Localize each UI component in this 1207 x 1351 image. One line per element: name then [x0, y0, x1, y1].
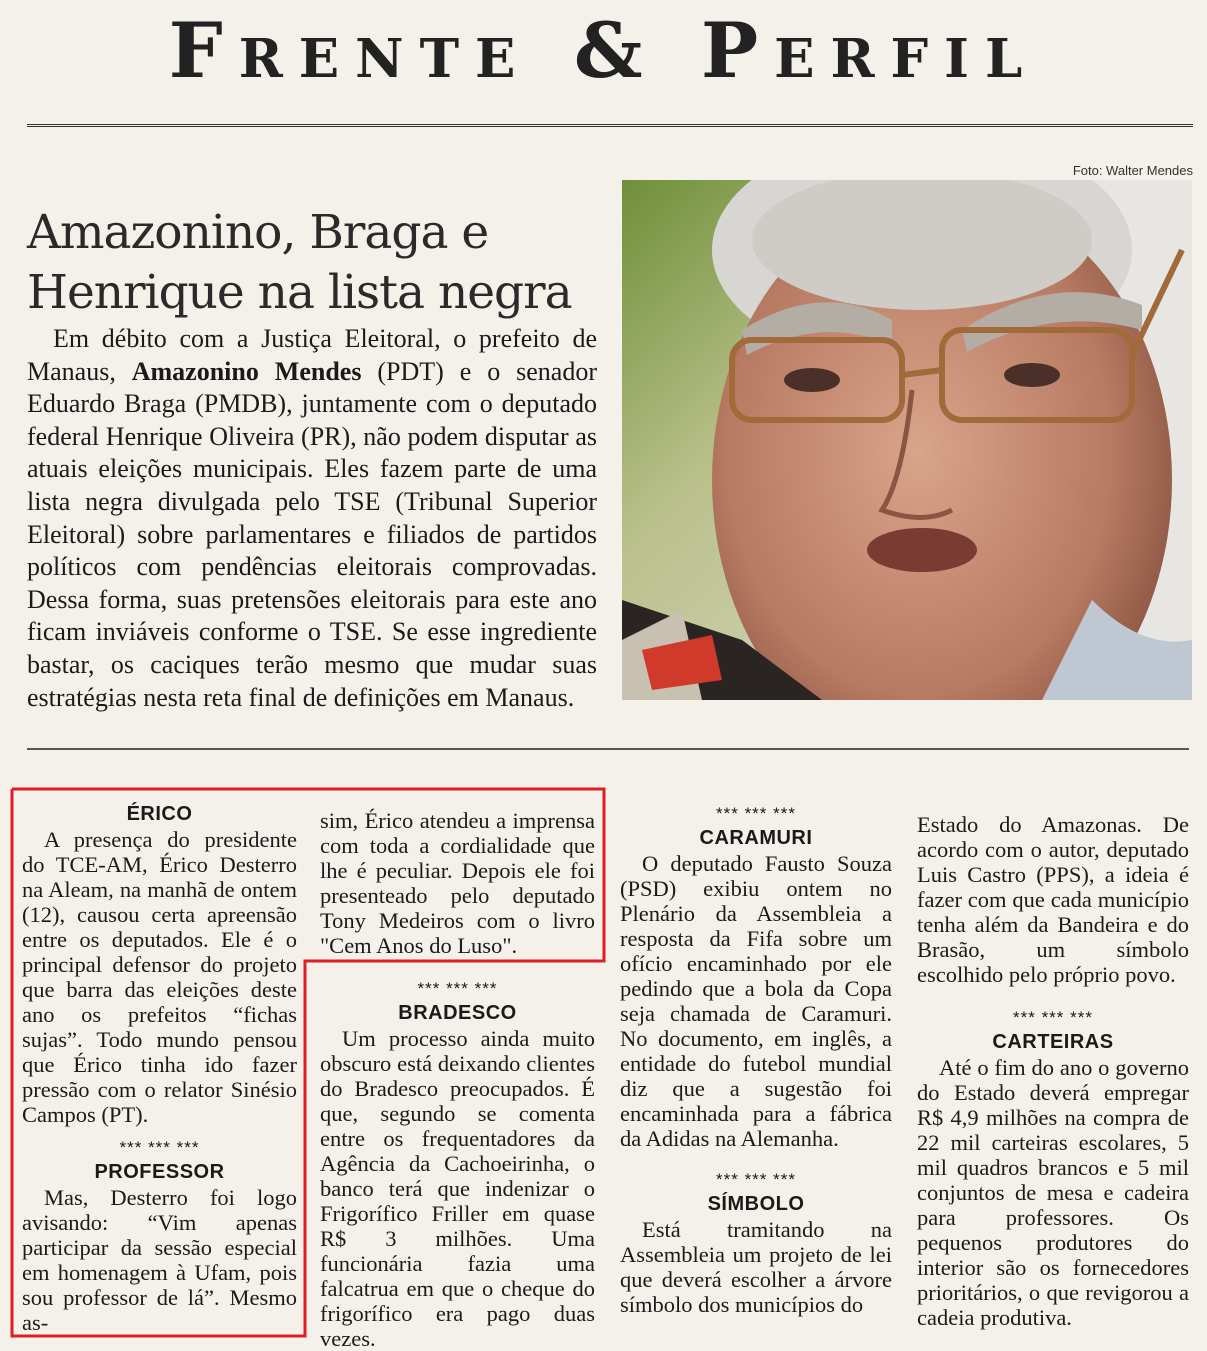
section-title-erico: ÉRICO — [126, 803, 193, 825]
separator-stars: *** *** *** — [716, 1170, 796, 1189]
separator-stars: *** *** *** — [417, 979, 498, 998]
section-title-caramuri: CARAMURI — [699, 827, 813, 849]
photo-credit: Foto: Walter Mendes — [1072, 163, 1193, 178]
section-title-carteiras: CARTEIRAS — [992, 1031, 1114, 1053]
section-title-bradesco: BRADESCO — [398, 1002, 517, 1024]
note-professor-text-b: sim, Érico atendeu a imprensa com toda a cordialidade que lhe é peculiar. Depois ele foi presenteado pelo deputado Tony Medeiros com o livro "Cem Anos do Luso". — [320, 808, 595, 958]
note-simbolo-text-b: Estado do Amazonas. De acordo com o autor, deputado Luis Castro (PPS), a ideia é fazer com que cada município tenha além da Bandeira e do Brasão, um símbolo escolhido pelo próprio povo. — [917, 812, 1189, 987]
note-simbolo-text-a: Está tramitando na Assembleia um projeto de lei que deverá escolher a árvore símbolo dos municípios do — [620, 1217, 892, 1317]
masthead: Frente & Perfil — [168, 6, 1039, 95]
note-bradesco-text: Um processo ainda muito obscuro está deixando clientes do Bradesco preocupados. É que, segundo se comenta entre os frequentadores da Agência da Cachoeirinha, o banco terá que indenizar o Frigorífico Friller em quase R$ 3 milhões. Uma funcionária fazia uma falcatrua em que o cheque do frigorífico era pago duas vezes. — [320, 1026, 595, 1351]
section-title-simbolo: SÍMBOLO — [707, 1193, 805, 1215]
lead-text-1: Em débito com a Justiça Eleitoral, o prefeito de Manaus, — [27, 324, 597, 386]
note-carteiras-text: Até o fim do ano o governo do Estado deverá empregar R$ 4,9 milhões na compra de 22 mil carteiras escolares, 5 mil quadros brancos e 5 mil conjuntos de mesa e cadeira para professores. Os pequenos produtores do interior são os fornecedores prioritários, o que revigorou a cadeia produtiva. — [917, 1055, 1189, 1330]
headline: Amazonino, Braga e Henrique na lista negra — [27, 205, 572, 321]
lead-text-2: (PDT) e o senador Eduardo Braga (PMDB), juntamente com o deputado federal Henrique Oliveira (PR), não podem disputar as atuais eleições municipais. Eles fazem parte de uma lista negra divulgada pelo TSE (Tribunal Superior Eleitoral) sobre parlamentares e filiados de partidos políticos com pendências eleitorais comprovadas. Dessa forma, suas pretensões eleitorais para este ano ficam inviáveis conforme o TSE. Se esse ingrediente bastar, os caciques terão mesmo que mudar suas estratégias nesta reta final de definições em Manaus. — [27, 356, 597, 712]
lead-bold-name: Amazonino Mendes — [131, 356, 362, 386]
note-professor-text-a: Mas, Desterro foi logo avisando: “Vim apenas participar da sessão especial em homenagem à Ufam, pois sou professor de lá”. Mesmo as- — [22, 1185, 297, 1335]
highlight-box — [12, 789, 604, 1336]
note-erico-text: A presença do presidente do TCE-AM, Érico Desterro na Aleam, na manhã de ontem (12), causou certa apreensão entre os deputados. Ele é o principal defensor do projeto que barra das eleições deste ano os prefeitos “fichas sujas”. Todo mundo pensou que Érico tinha ido fazer pressão com o relator Sinésio Campos (PT). — [22, 827, 297, 1127]
separator-stars: *** *** *** — [119, 1138, 200, 1157]
separator-stars: *** *** *** — [716, 804, 796, 823]
separator-stars: *** *** *** — [1013, 1008, 1093, 1027]
note-caramuri-text: O deputado Fausto Souza (PSD) exibiu ontem no Plenário da Assembleia a resposta da Fifa sobre um ofício encaminhado por ele pedindo que a bola da Copa seja chamada de Caramuri. No documento, em inglês, a entidade do futebol mundial diz que a sugestão foi encaminhada para a fábrica da Adidas na Alemanha. — [620, 851, 892, 1151]
section-title-professor: PROFESSOR — [94, 1161, 225, 1183]
